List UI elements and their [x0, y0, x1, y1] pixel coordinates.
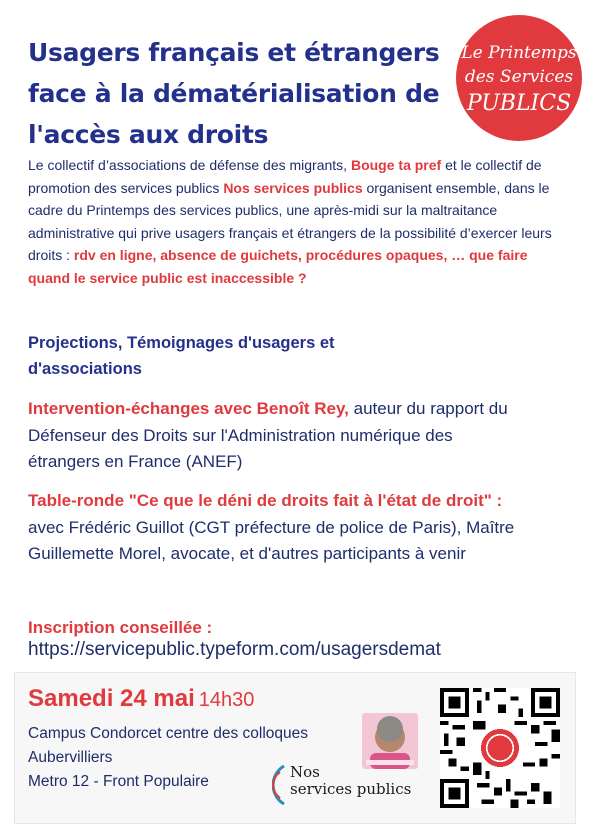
intro-paragraph: [28, 154, 558, 289]
intro-text-3: organisent ensemble, dans le cadre du Printemps des services publics, une après-midi sur la maltraitance administrative qui prive usagers français et étrangers de la possibilité d’exercer leurs droits :: [28, 179, 552, 263]
intervention-paragraph: [28, 396, 528, 476]
logo-line-3: PUBLICS: [466, 91, 572, 116]
event-date: Samedi 24 mai: [28, 685, 195, 712]
logo-line-1: Le Printemps: [461, 43, 577, 63]
event-time: 14h30: [198, 689, 255, 711]
event-date-line: [28, 684, 254, 717]
event-place-line-2: Aubervilliers: [28, 749, 113, 766]
inscription-label: Inscription conseillée :: [28, 618, 213, 637]
event-place-line-1: Campus Condorcet centre des colloques: [28, 725, 309, 742]
intervention-label: Intervention-échanges avec Benoît Rey,: [28, 399, 349, 418]
event-place-line-3: Metro 12 - Front Populaire: [28, 773, 209, 790]
nos-services-publics-text: [290, 764, 411, 798]
logo-line-2: des Services: [464, 67, 574, 87]
inscription-url[interactable]: https://servicepublic.typeform.com/usagersdemat: [28, 639, 441, 660]
table-ronde-label: Table-ronde "Ce que le déni de droits fait à l'état de droit" :: [28, 491, 503, 510]
intro-highlight: rdv en ligne, absence de guichets, procédures opaques, … que faire quand le service public est inaccessible ?: [28, 247, 528, 286]
page-title: Usagers français et étrangers face à la dématérialisation de l'accès aux droits: [28, 38, 440, 149]
table-ronde-text: avec Frédéric Guillot (CGT préfecture de police de Paris), Maître Guillemette Morel, avocate, et d'autres participants à venir: [28, 517, 515, 563]
intro-text-2: et le collectif de promotion des services publics: [28, 157, 542, 196]
projections-heading: Projections, Témoignages d'usagers et d'associations: [28, 334, 335, 378]
nsp-line-2: services publics: [290, 780, 412, 798]
intervention-text: auteur du rapport du Défenseur des Droits sur l'Administration numérique des étrangers en France (ANEF): [28, 399, 508, 471]
intro-text-1: Le collectif d’associations de défense des migrants,: [28, 157, 351, 173]
qr-code[interactable]: [440, 688, 560, 808]
nos-services-publics: Nos services publics: [223, 179, 363, 196]
nsp-line-1: Nos: [290, 763, 320, 781]
bouge-ta-pref: Bouge ta pref: [350, 157, 442, 173]
table-ronde-paragraph: [28, 488, 538, 568]
printemps-services-publics-logo: [455, 14, 583, 142]
